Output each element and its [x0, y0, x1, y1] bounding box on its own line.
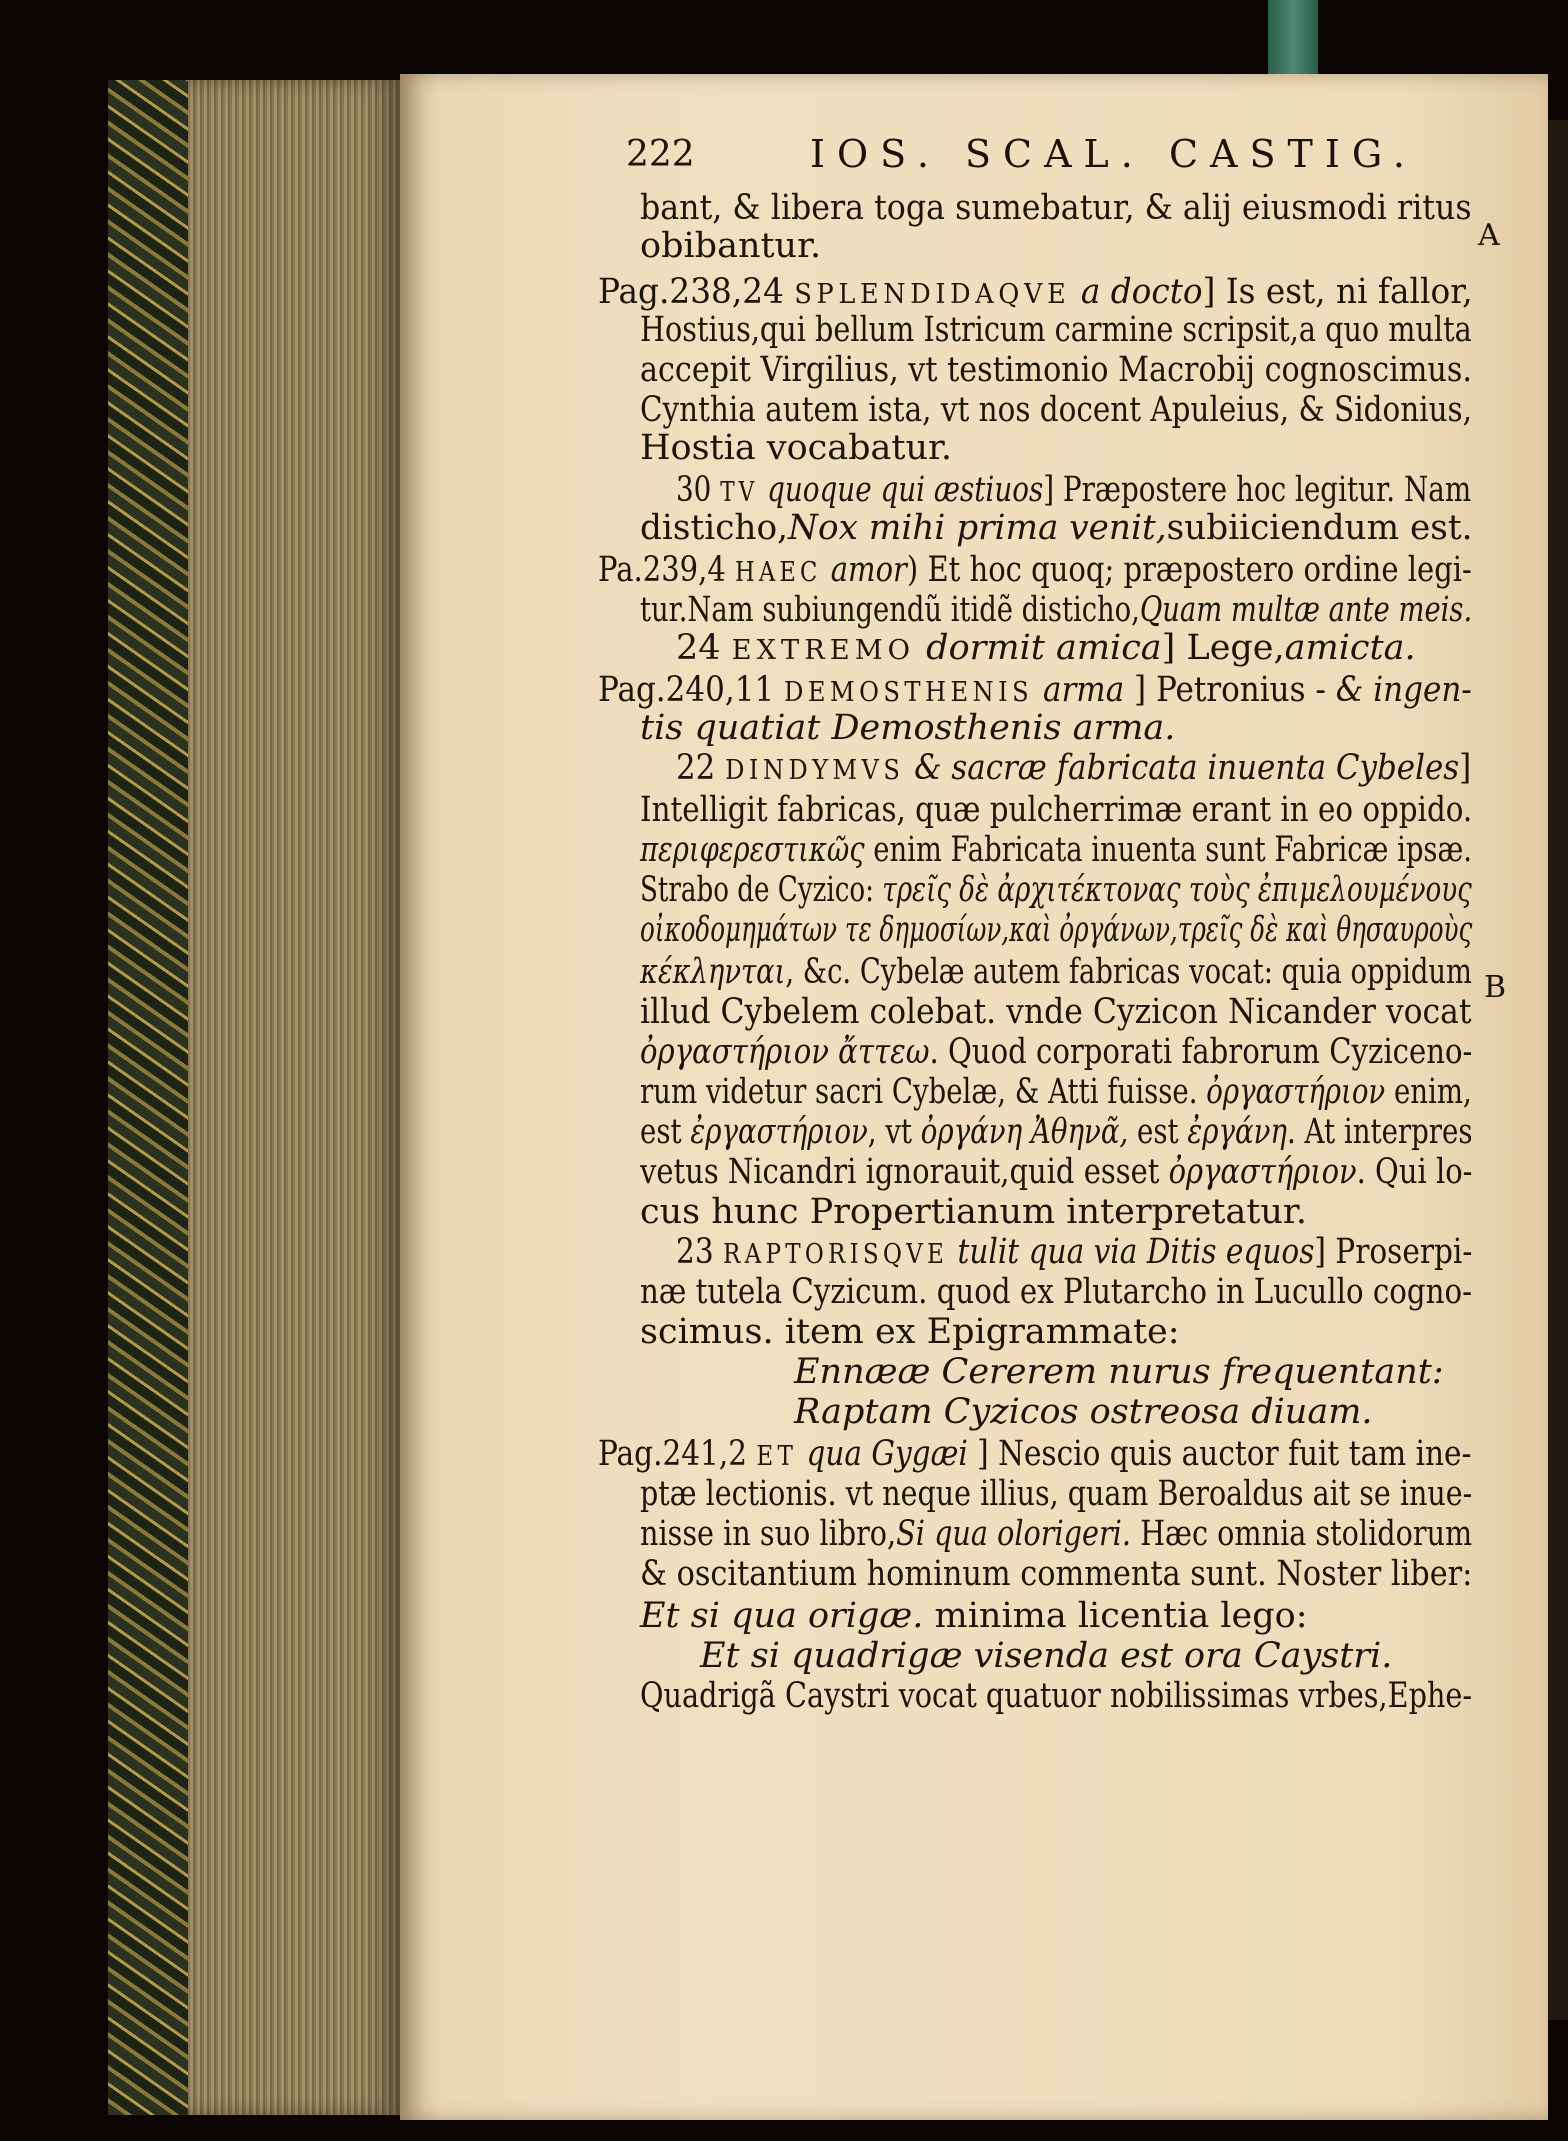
text-line: [640, 508, 1473, 548]
text-line: [640, 310, 1472, 350]
text-span: minima licentia lego:: [923, 1596, 1308, 1636]
text-line: [598, 1434, 1472, 1474]
text-line: [794, 1392, 1373, 1432]
italic-text: amicta.: [1284, 628, 1416, 668]
italic-text: a docto: [1070, 272, 1203, 312]
text-span: tur.Nam subiungendũ itidẽ disticho,: [640, 590, 1140, 630]
text-line: [676, 748, 1471, 788]
text-span: ] Proserpi-: [1314, 1232, 1473, 1272]
text-line: [640, 952, 1472, 992]
text-span: Cynthia autem ista, vt nos docent Apuleius, & Sidonius,: [640, 390, 1472, 430]
text-span: disticho,: [640, 508, 788, 548]
text-line: [640, 1032, 1472, 1072]
text-span: Pag.238,24: [598, 272, 795, 312]
text-span: est: [1128, 1112, 1188, 1152]
text-span: Hæc omnia stolidorum: [1130, 1514, 1473, 1554]
italic-text: quoque qui æstiuos: [758, 470, 1044, 510]
text-span: nisse in suo libro,: [640, 1514, 897, 1554]
text-span: . Qui lo-: [1356, 1152, 1473, 1192]
text-line: [640, 992, 1472, 1032]
margin-letter-a: A: [1478, 218, 1500, 253]
italic-text: Et si quadrigæ visenda est ora Caystri.: [700, 1636, 1393, 1676]
small-caps-text: ET: [756, 1441, 798, 1472]
text-span: Hostia vocabatur.: [640, 428, 953, 468]
text-line: [640, 350, 1472, 390]
text-span: cus hunc Propertianum interpretatur.: [640, 1192, 1307, 1232]
text-line: [640, 188, 1472, 228]
italic-text: Si qua olorigeri.: [896, 1514, 1131, 1554]
text-span: enim,: [1385, 1072, 1472, 1112]
text-line: [640, 830, 1472, 870]
text-span: 22: [676, 748, 726, 788]
italic-text: & ingen-: [1335, 670, 1472, 710]
text-span: & oscitantium hominum commenta sunt. Noster liber:: [640, 1554, 1473, 1594]
text-line: [676, 470, 1471, 510]
text-line: [640, 1112, 1473, 1152]
text-line: [640, 870, 1472, 910]
text-line: [640, 1192, 1307, 1232]
text-line: [640, 226, 821, 266]
greek-text: ὀργαστήριον: [1206, 1072, 1386, 1112]
text-span: accepit Virgilius, vt testimonio Macrobij cognoscimus.: [640, 350, 1472, 390]
text-line: [640, 790, 1472, 830]
text-line: [640, 1072, 1472, 1112]
small-caps-text: RAPTORISQVE: [723, 1239, 949, 1270]
text-span: ] Præpostere hoc legitur. Nam: [1043, 470, 1472, 510]
text-line: [640, 390, 1472, 430]
text-line: [640, 1312, 1180, 1352]
text-line: [598, 550, 1472, 590]
greek-text: ὀργαστήριον: [1168, 1152, 1357, 1192]
small-caps-text: HAEC: [735, 557, 822, 588]
text-span: vetus Nicandri ignorauit,quid esset: [640, 1152, 1169, 1192]
italic-text: Raptam Cyzicos ostreosa diuam.: [794, 1392, 1373, 1432]
text-span: ] Petronius -: [1124, 670, 1336, 710]
text-span: 23: [676, 1232, 724, 1272]
text-span: bant, & libera toga sumebatur, & alij eiusmodi ritus: [640, 188, 1472, 228]
text-span: subiiciendum est.: [1166, 508, 1473, 548]
italic-text: dormit amica: [915, 628, 1162, 668]
italic-text: Ennææ Cererem nurus frequentant:: [794, 1352, 1444, 1392]
greek-text: τρεῖς δὲ ἀρχιτέκτονας τοὺς ἐπιμελουμένους: [882, 870, 1472, 910]
text-span: Pa.239,4: [598, 550, 736, 590]
greek-text: περιφερεστικῶς: [640, 830, 865, 870]
small-caps-text: DEMOSTHENIS: [784, 677, 1034, 708]
italic-text: Quam multæ ante meis.: [1139, 590, 1473, 630]
text-span: , &c. Cybelæ autem fabricas vocat: quia oppidum: [785, 952, 1472, 992]
text-span: 24: [676, 628, 732, 668]
page-fore-edge: [188, 80, 400, 2115]
text-span: ) Et hoc quoq; præpostero ordine legi-: [906, 550, 1472, 590]
text-span: ptæ lectionis. vt neque illius, quam Beroaldus ait se inue-: [640, 1474, 1473, 1514]
text-line: [640, 910, 1472, 950]
text-line: [640, 428, 952, 468]
text-span: illud Cybelem colebat. vnde Cyzicon Nicander vocat: [640, 992, 1472, 1032]
text-line: [640, 1596, 1308, 1636]
italic-text: amor: [821, 550, 907, 590]
text-line: [640, 1554, 1472, 1594]
text-line: [700, 1636, 1392, 1676]
italic-text: tis quatiat: [640, 708, 832, 748]
text-span: ] Is est, ni fallor,: [1202, 272, 1473, 312]
running-head: IOS. SCAL. CASTIG.: [810, 132, 1417, 176]
greek-text: ὀργάνη Ἀθηνᾶ,: [920, 1112, 1129, 1152]
text-line: [640, 1676, 1472, 1716]
text-span: rum videtur sacri Cybelæ, & Atti fuisse.: [640, 1072, 1207, 1112]
text-span: est: [640, 1112, 691, 1152]
text-span: 30: [676, 470, 721, 510]
book-cover-edge: [108, 80, 190, 2115]
text-line: [676, 628, 1416, 668]
text-line: [676, 1232, 1472, 1272]
text-line: [640, 1152, 1472, 1192]
text-line: [640, 1514, 1472, 1554]
text-line: [598, 272, 1473, 312]
text-span: ] Lege,: [1161, 628, 1285, 668]
text-line: [598, 670, 1472, 710]
italic-text: tulit qua via: [948, 1232, 1147, 1272]
text-line: [640, 708, 1175, 748]
text-span: obibantur.: [640, 226, 822, 266]
text-line: [794, 1352, 1444, 1392]
text-span: scimus. item ex Epigrammate:: [640, 1312, 1180, 1352]
greek-text: ἐργάνη: [1187, 1112, 1287, 1152]
italic-text: Demosthenis arma.: [831, 708, 1176, 748]
text-span: , vt: [867, 1112, 921, 1152]
text-span: Intelligit fabricas, quæ pulcherrimæ erant in eo oppido.: [640, 790, 1473, 830]
text-span: . Quod corporati fabrorum Cyziceno-: [929, 1032, 1473, 1072]
small-caps-text: DINDYMVS: [725, 755, 905, 786]
italic-text: Ditis equos: [1146, 1232, 1315, 1272]
text-span: næ tutela Cyzicum. quod ex Plutarcho in Lucullo cogno-: [640, 1272, 1473, 1312]
text-span: Hostius,qui bellum Istricum carmine scripsit,a quo multa: [640, 310, 1472, 350]
text-line: [640, 590, 1472, 630]
text-span: Pag.241,2: [598, 1434, 757, 1474]
text-span: Strabo de Cyzico:: [640, 870, 883, 910]
margin-letter-b: B: [1484, 970, 1507, 1005]
folio-number: 222: [626, 134, 695, 175]
text-span: Pag.240,11: [598, 670, 785, 710]
text-span: ]: [1459, 748, 1472, 788]
small-caps-text: SPLENDIDAQVE: [794, 279, 1071, 310]
italic-text: Nox mihi prima venit,: [787, 508, 1167, 548]
text-line: [640, 1474, 1472, 1514]
italic-text: qua Gygæi: [797, 1434, 968, 1474]
italic-text: arma: [1033, 670, 1125, 710]
greek-text: ὀργαστήριον ἄττεω: [640, 1032, 930, 1072]
greek-text: ἐργαστήριον: [690, 1112, 868, 1152]
small-caps-text: EXTREMO: [731, 635, 916, 666]
facing-page-edge: [1548, 120, 1568, 2020]
text-span: . At interpres: [1286, 1112, 1473, 1152]
greek-text: κέκληνται: [640, 952, 786, 992]
text-span: ] Nescio quis auctor fuit tam ine-: [967, 1434, 1472, 1474]
text-span: Quadrigã Caystri vocat quatuor nobilissimas vrbes,Ephe-: [640, 1676, 1473, 1716]
text-span: enim Fabricata inuenta sunt Fabricæ ipsæ.: [864, 830, 1472, 870]
text-line: [640, 1272, 1472, 1312]
italic-text: & sacræ fabricata inuenta Cybeles: [904, 748, 1460, 788]
greek-text: οἰκοδομημάτων τε δημοσίων,καὶ ὀργάνων,τρεῖς δὲ καὶ θησαυροὺς: [640, 910, 1473, 950]
italic-text: Et si qua origæ.: [640, 1596, 924, 1636]
small-caps-text: TV: [720, 477, 759, 508]
